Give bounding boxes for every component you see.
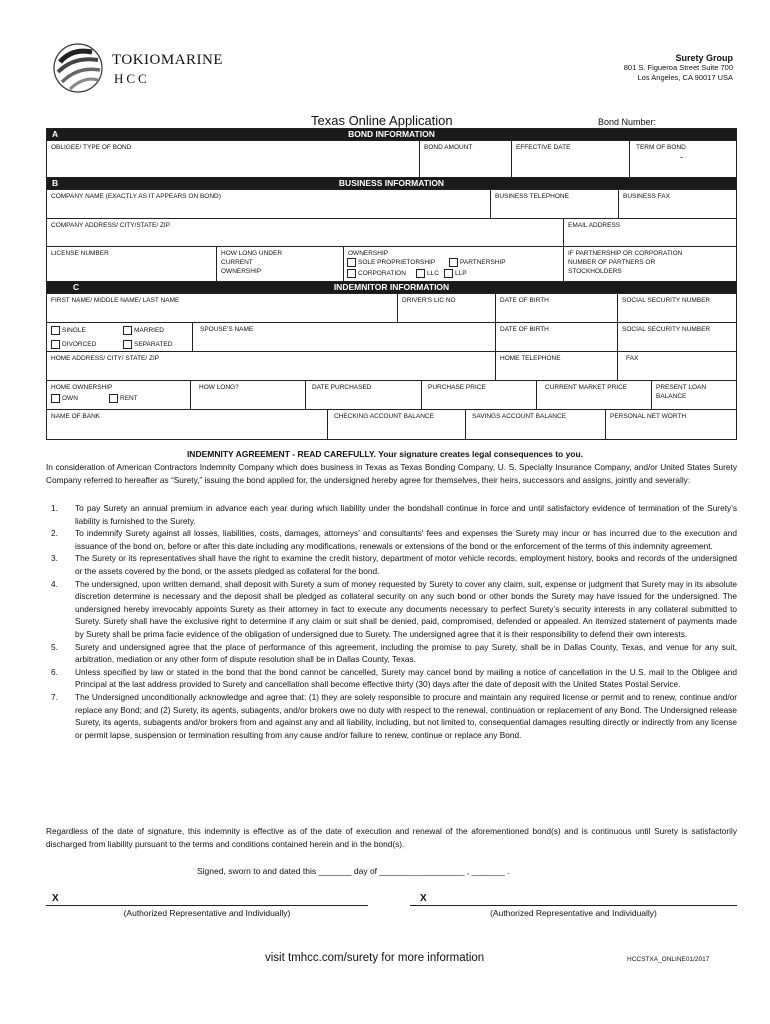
market-price-field[interactable]: CURRENT MARKET PRICE	[536, 381, 651, 409]
date-of-birth-field[interactable]: DATE OF BIRTH	[495, 294, 617, 322]
home-telephone-field[interactable]: HOME TELEPHONE	[495, 352, 617, 380]
section-letter: A	[52, 129, 59, 139]
email-address-field[interactable]: EMAIL ADDRESS	[563, 219, 736, 246]
full-name-field[interactable]: FIRST NAME/ MIDDLE NAME/ LAST NAME	[51, 297, 180, 304]
company-name-field[interactable]: COMPANY NAME (EXACTLY AS IT APPEARS ON BOND)	[51, 193, 221, 200]
application-form	[46, 128, 737, 440]
agreement-item: 1. To pay Surety an annual premium in advance each year during which liability under the bondshall continue in force and until satisfactory evidence of termination of the Surety’s liability is furnished to the Surety.	[51, 503, 737, 526]
how-long-owned-field[interactable]: HOW LONG?	[190, 381, 305, 409]
signature-mark-left: X	[52, 893, 59, 904]
separated-option[interactable]: SEPARATED	[123, 340, 172, 349]
business-telephone-field[interactable]: BUSINESS TELEPHONE	[490, 190, 618, 218]
company-address-field[interactable]: COMPANY ADDRESS/ CITY/STATE/ ZIP	[51, 222, 171, 229]
office-line1: 801 S. Figueroa Street Suite 700	[623, 63, 733, 72]
footer-link-text: visit tmhcc.com/surety for more information	[265, 952, 485, 964]
sole-prop-option[interactable]: SOLE PROPRIETORSHIP	[347, 258, 435, 267]
checkbox-icon	[123, 326, 132, 335]
single-option[interactable]: SINGLE	[51, 326, 86, 335]
checkbox-icon	[109, 394, 118, 403]
agreement-item: 5. Surety and undersigned agree that the place of performance of this agreement, including the promise to pay Surety, shall be in Dallas County, Texas, and venue for any suit, arbitration, mediation or any other form of dispute resolution shall be in Dallas County, Texas.	[51, 641, 737, 665]
home-address-field[interactable]: HOME ADDRESS/ CITY/ STATE/ ZIP	[51, 355, 160, 362]
checkbox-icon	[416, 269, 425, 278]
sworn-date-line[interactable]: Signed, sworn to and dated this _______ day of __________________ , _______ .	[197, 866, 510, 876]
agreement-item: 7. The Undersigned unconditionally acknowledge and agree that: (1) they are solely responsible to procure and maintain any required license or permit and to renew, continue and/or replace any Bond; and (2) Surety, its agents, subagents, and/or brokers owe no duty with respect to the renewal, continuation or replacement of any Bond. The Undersigned release Surety, its agents, subagents and/or brokers from and against any and all liability, including, but not limited to, consequential damages resulting directly or indirectly from any license or permit lapse, suspension or termination resulting from any cause and/or failure to renew, continue or replace any Bond.	[51, 691, 737, 740]
corporation-option[interactable]: CORPORATION	[347, 269, 406, 278]
own-option[interactable]: OWN	[51, 394, 78, 403]
section-a-header	[47, 129, 736, 141]
ownership-field	[343, 247, 563, 281]
bank-name-field[interactable]: NAME OF BANK	[51, 413, 101, 420]
loan-balance-field[interactable]: PRESENT LOAN BALANCE	[651, 381, 736, 409]
agreement-item: 2. To indemnify Surety against all losses, liabilities, costs, damages, attorneys' and consultants' fees and expenses the Surety may incur or has incurred due to the execution and issuance of the bond on, before or after this date including any modifications, renewals or extensions of the bond or the enforcement of the terms of this indemnity agreement.	[51, 528, 737, 551]
checkbox-icon	[449, 258, 458, 267]
home-ownership-row	[47, 381, 736, 410]
marital-row	[47, 323, 736, 352]
company-row	[47, 190, 736, 219]
section-letter: C	[73, 282, 80, 292]
llp-option[interactable]: LLP	[444, 269, 467, 278]
bond-number-label: Bond Number:	[598, 117, 657, 127]
office-title: Surety Group	[675, 53, 733, 63]
agreement-item: 4. The undersigned, upon written demand, shall deposit with Surety a sum of money requested by Surety to cover any claim, suit, expense or judgment that Surety may in its absolute discretion determine is necessary and the deposit shall be pledged as collateral security on any such bond or other bonds the Surety may have issued for the undersigned. The undersigned hereby irrevocably appoints Surety as their attorney in fact to execute any documents necessary to perfect Surety’s security interests in any collateral submitted to Surety. Surety shall have the exclusive right to determine if any claim or suit shall be denied, paid, compromised, defended or appealed. An itemized statement of payments made by Surety shall be prima facie evidence of the obligation of undersigned due to Surety. The undersigned agree that it is their responsibility to defend their own interests.	[51, 578, 737, 639]
section-label: BOND INFORMATION	[348, 129, 435, 139]
checkbox-icon	[51, 326, 60, 335]
obligee-field[interactable]: OBLIGEE/ TYPE OF BOND	[51, 144, 132, 151]
rent-option[interactable]: RENT	[109, 394, 138, 403]
spouse-dob-field[interactable]: DATE OF BIRTH	[495, 323, 617, 351]
license-number-field[interactable]: LICENSE NUMBER	[51, 250, 109, 257]
section-label: INDEMNITOR INFORMATION	[333, 282, 450, 292]
form-code: HCCSTXA_ONLINE01/2017	[627, 956, 710, 963]
partners-line2: NUMBER OF PARTNERS OR	[568, 259, 656, 266]
spouse-ssn-field[interactable]: SOCIAL SECURITY NUMBER	[617, 323, 736, 351]
office-address	[624, 53, 733, 83]
company-logo	[52, 42, 222, 94]
checkbox-icon	[444, 269, 453, 278]
indemnitor-name-row	[47, 294, 736, 323]
checkbox-icon	[51, 394, 60, 403]
checkbox-icon	[123, 340, 132, 349]
checking-balance-field[interactable]: CHECKING ACCOUNT BALANCE	[327, 410, 465, 439]
marital-status-field	[47, 323, 192, 351]
office-line2: Los Angeles, CA 90017 USA	[637, 73, 733, 82]
ssn-field[interactable]: SOCIAL SECURITY NUMBER	[617, 294, 736, 322]
savings-balance-field[interactable]: SAVINGS ACCOUNT BALANCE	[465, 410, 605, 439]
business-fax-field[interactable]: BUSINESS FAX	[618, 190, 736, 218]
partners-field[interactable]	[563, 247, 736, 281]
tokio-marine-logo-icon	[52, 42, 108, 94]
document-title: Texas Online Application	[311, 113, 453, 128]
brand-name: TOKIOMARINE	[112, 52, 224, 68]
home-address-row	[47, 352, 736, 381]
how-long-line1: HOW LONG UNDER	[221, 250, 283, 257]
signature-caption-right: (Authorized Representative and Individually)	[490, 908, 657, 918]
agreement-closing: Regardless of the date of signature, this indemnity is effective as of the date of execution and renewal of the aforementioned bond(s) and is continuous until Surety is satisfactorily discharged from liability pursuant to the terms and conditions contained herein and in the bond(s).	[46, 826, 737, 849]
brand-subname: HCC	[114, 71, 150, 86]
divorced-option[interactable]: DIVORCED	[51, 340, 96, 349]
bond-amount-field[interactable]: BOND AMOUNT	[419, 141, 511, 177]
checkbox-icon	[347, 269, 356, 278]
drivers-license-field[interactable]: DRIVER'S LIC NO	[397, 294, 495, 322]
agreement-items	[46, 502, 737, 741]
term-of-bond-field[interactable]: TERM OF BOND -	[629, 141, 736, 177]
section-label: BUSINESS INFORMATION	[338, 178, 445, 188]
signature-caption-left: (Authorized Representative and Individually)	[123, 908, 291, 918]
bank-row	[47, 410, 736, 439]
partners-line3: STOCKHOLDERS	[568, 268, 622, 275]
bond-info-row	[47, 141, 736, 178]
net-worth-field[interactable]: PERSONAL NET WORTH	[605, 410, 736, 439]
home-ownership-label: HOME OWNERSHIP	[51, 384, 113, 391]
home-ownership-field	[47, 381, 190, 409]
checkbox-icon	[51, 340, 60, 349]
signature-mark-right: X	[420, 893, 427, 904]
fax-field[interactable]: FAX	[617, 352, 736, 380]
term-dash: -	[680, 152, 683, 162]
section-letter: B	[52, 178, 59, 188]
llc-option[interactable]: LLC	[416, 269, 439, 278]
date-purchased-field[interactable]: DATE PURCHASED	[305, 381, 421, 409]
section-c-header	[47, 282, 736, 294]
partnership-option[interactable]: PARTNERSHIP	[449, 258, 506, 267]
how-long-line2: CURRENT	[221, 259, 253, 266]
spouse-name-field[interactable]: SPOUSE'S NAME	[192, 323, 495, 351]
license-row	[47, 247, 736, 282]
checkbox-icon	[347, 258, 356, 267]
purchase-price-field[interactable]: PURCHASE PRICE	[421, 381, 536, 409]
how-long-field[interactable]	[216, 247, 343, 281]
agreement-intro: In consideration of American Contractors Indemnity Company which does business in Texas as Texas Bonding Company, U. S. Specialty Insurance Company, and/or United States Surety Company referred to hereafter as “Surety,” issuing the bond applied for, the undersigned hereby agree for themselves, their heirs, successors and assigns, jointly and severally:	[46, 462, 737, 485]
partners-line1: IF PARTNERSHIP OR CORPORATION	[568, 250, 683, 257]
agreement-title: INDEMNITY AGREEMENT - READ CAREFULLY. Your signature creates legal consequences to you.	[186, 449, 584, 459]
how-long-line3: OWNERSHIP	[221, 268, 262, 275]
ownership-label: OWNERSHIP	[348, 250, 389, 257]
section-b-header	[47, 178, 736, 190]
signature-line-right[interactable]	[410, 905, 737, 906]
agreement-item: 3. The Surety or its representatives shall have the right to examine the credit history, department of motor vehicle records, employment history, books and records of the undersigned or the assets covered by the bond, or the assets pledged as collateral for the bond.	[51, 553, 737, 576]
signature-line-left[interactable]	[46, 905, 368, 906]
effective-date-field[interactable]: EFFECTIVE DATE	[511, 141, 629, 177]
agreement-item: 6. Unless specified by law or stated in the bond that the bond cannot be cancelled, Surety may cancel bond by mailing a notice of cancellation in the U.S. mail to the Obligee and Principal at the last address provided to Surety and cancellation shall become effective thirty (30) days after the date of deposit with the United States Postal Service.	[51, 666, 737, 690]
address-row	[47, 219, 736, 247]
married-option[interactable]: MARRIED	[123, 326, 164, 335]
